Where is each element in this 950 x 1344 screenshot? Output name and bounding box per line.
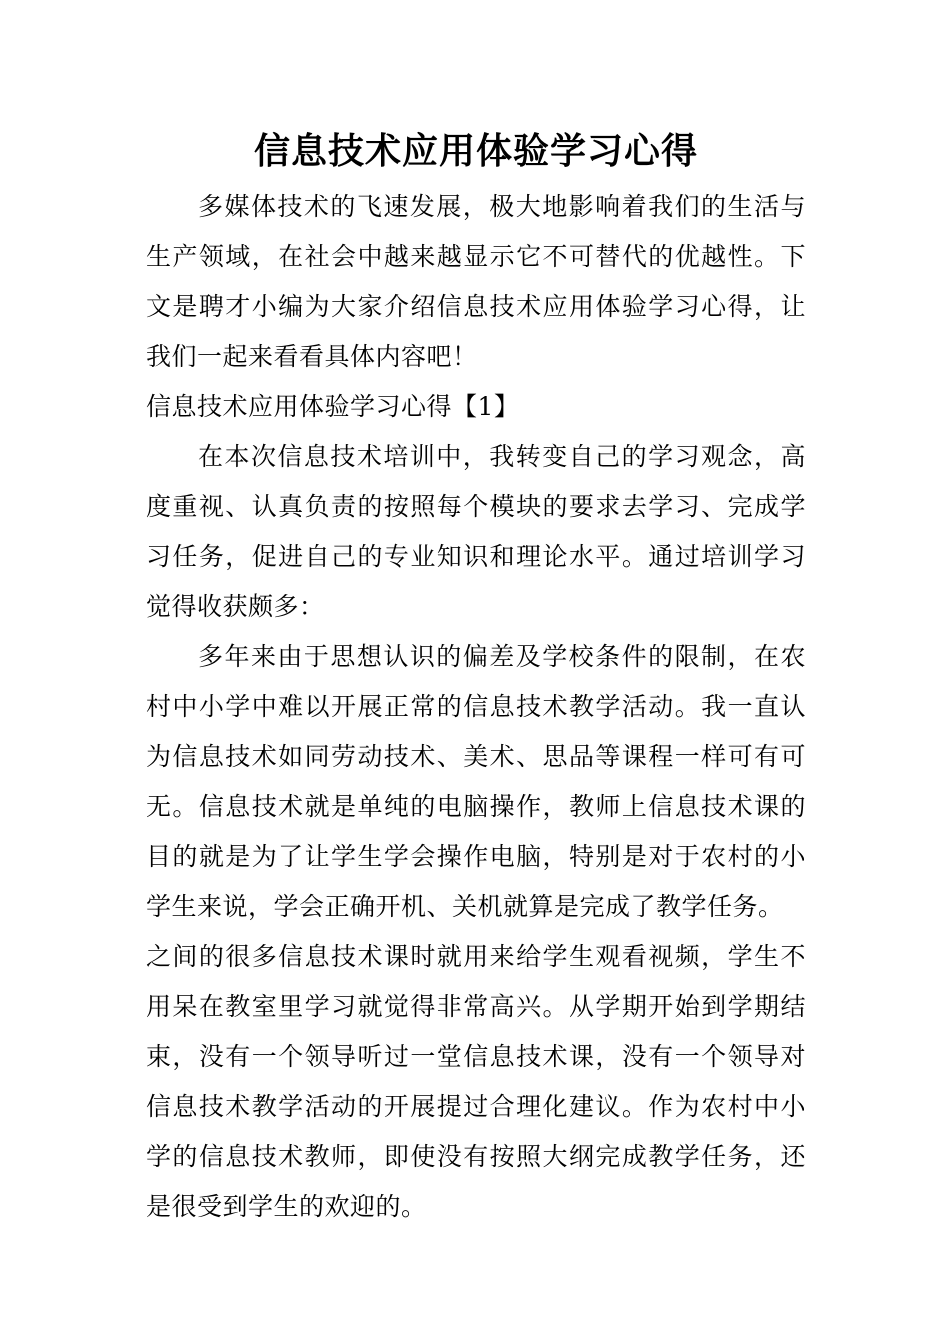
section-heading: 信息技术应用体验学习心得【1】 (146, 392, 520, 421)
body-paragraph-3: 之间的很多信息技术课时就用来给学生观看视频，学生不用呆在教室里学习就觉得非常高兴。从学期开始到学期结束，没有一个领导听过一堂信息技术课，没有一个领导对信息技术教学活动的开展提过合理化建议。作为农村中小学的信息技术教师，即使没有按照大纲完成教学任务，还是很受到学生的欢迎的。 (146, 942, 806, 1221)
body-paragraph-1: 在本次信息技术培训中，我转变自己的学习观念，高度重视、认真负责的按照每个模块的要求去学习、完成学习任务，促进自己的专业知识和理论水平。通过培训学习觉得收获颇多： (146, 442, 806, 621)
intro-paragraph: 多媒体技术的飞速发展，极大地影响着我们的生活与生产领域，在社会中越来越显示它不可替代的优越性。下文是聘才小编为大家介绍信息技术应用体验学习心得，让我们一起来看看具体内容吧！ (146, 192, 806, 371)
document-page (146, 122, 806, 1232)
body-paragraph-2: 多年来由于思想认识的偏差及学校条件的限制，在农村中小学中难以开展正常的信息技术教学活动。我一直认为信息技术如同劳动技术、美术、思品等课程一样可有可无。信息技术就是单纯的电脑操作，教师上信息技术课的目的就是为了让学生学会操作电脑，特别是对于农村的小学生来说，学会正确开机、关机就算是完成了教学任务。 (146, 642, 806, 921)
document-title: 信息技术应用体验学习心得 (253, 131, 698, 172)
